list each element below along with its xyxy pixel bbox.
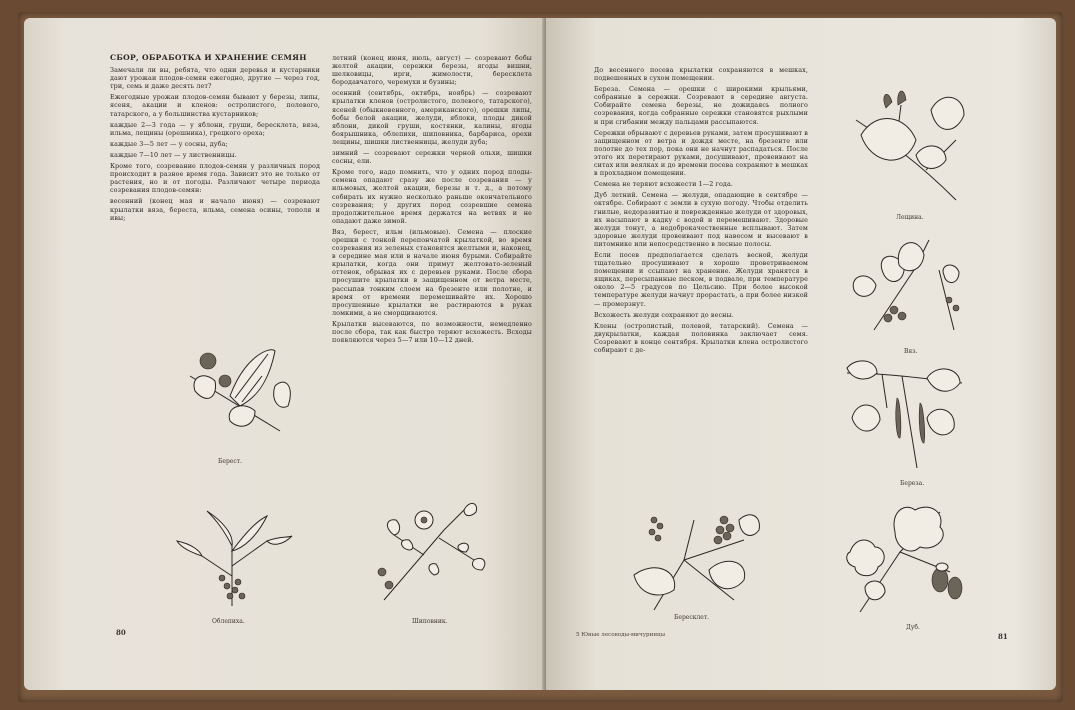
paragraph: Ежегодные урожаи плодов-семян бывают у березы, липы, ясеня, акации и кленов: остролистого, полевого, татарского, а у большинства кустарников;	[110, 93, 320, 118]
paragraph: осенний (сентябрь, октябрь, ноябрь) — созревают крылатки кленов (остролистого, полевого, татарского), ясеней (обыкновенного, американского), орешки липы, бобы белой акации, желуди, яблоки, плоды дикой яблони, дикой груши, костянки, калины, ягоды боярышника, облепихи, шиповника, барбариса, орехи лещины, шишки лиственницы, желуди дуба;	[332, 89, 532, 146]
paragraph: Кроме того, надо помнить, что у одних пород плоды-семена опадают сразу же после созревания — у ильмовых, желтой акации, березы и т. д., а потому собирать их нужно несколько раньше окончательного созревания; у других пород созревшие семена продолжительное время держатся на ветвях и не опадают даже зимой.	[332, 168, 532, 225]
paragraph: Вяз, берест, ильм (ильмовые). Семена — плоские орешки с тонкой перепончатой крылаткой, во время созревания из зеленых становятся желтыми и, наконец, в середине мая или в начале июня бурыми. Собирайте крылатки, когда они примут желтовато-зеленый оттенок, обрывая их с деревьев руками. После сбора просушите крылатки в защищенном от ветра месте, рассыпав тонким слоем на брезенте или полотне, и время от времени перемешивайте их. Хорошо просушенные крылатки не растираются в руках ломкими, а не сморщиваются.	[332, 227, 532, 317]
paragraph: До весеннего посева крылатки сохраняются в мешках, подвешенных в сухом помещении.	[594, 66, 808, 83]
leshchina-illustration	[846, 80, 971, 214]
page-footer: 5 Юные лесоводы-мичуринцы	[576, 632, 666, 638]
bereza-illustration	[842, 358, 967, 477]
paragraph: Если посев предполагается сделать весной, желуди тщательно просушивают в хорошо проветриваемом помещении и ссыпают на хранение. Желуди хранятся в ящиках, пересыпанные песком, в подвале, при температуре около 2—5 градусов по Цельсию. При более высокой температуре желуди начнут прорастать, а при более низкой — промерзнут.	[594, 250, 808, 308]
oblepikha-illustration	[172, 506, 297, 615]
paragraph: каждые 7—10 лет — у лиственницы.	[110, 150, 237, 159]
paragraph: Всхожесть желуди сохраняют до весны.	[594, 310, 734, 319]
caption-leshchina: Лещина.	[896, 214, 924, 221]
open-book	[18, 12, 1063, 702]
paragraph: Дуб летний. Семена — желуди, опадающие в сентябре — октябре. Собирают с земли в сухую погоду. Чтобы отделить гнилые, недоразвитые и поврежденные желуди от здоровых, их насыпают в кадку с водой и перемешивают. Здоровые желуди тонут, а недоброкачественные всплывают. Затем здоровые желуди провеивают под навесом и высевают в питомнике или непосредственно в лесные полосы.	[594, 191, 808, 248]
paragraph: Семена не теряют всхожести 1—2 года.	[594, 180, 733, 189]
caption-vyaz: Вяз.	[904, 348, 918, 355]
shipovnik-illustration	[364, 490, 494, 609]
left-column-1	[110, 54, 320, 225]
paragraph: Клены (остролистый, полевой, татарский). Семена — двукрылатки, каждая половинка заключает семя. Созревают в конце сентября. Крылатки клена остролистого собирают с де-	[594, 321, 808, 354]
caption-shipovnik: Шиповник.	[412, 618, 448, 625]
paragraph: Крылатки высеваются, по возможности, немедленно после сбора, так как быстро теряют всхожесть. Всходы появляются через 5—7 или 10—12 дней.	[332, 319, 532, 345]
bereskleт-illustration	[624, 500, 764, 619]
paragraph: Береза. Семена — орешки с широкими крыльями, собранные в сережки. Созревают в середине августа. Собирайте семена березы, не дожидаясь полного созревания, когда собранные сережки становятся рыхлыми и при сгибании между пальцами рассыпаются.	[594, 85, 808, 126]
left-column-2	[332, 54, 532, 347]
vyaz-illustration	[844, 230, 974, 344]
caption-oblepikha: Облепиха.	[212, 618, 245, 625]
paragraph: каждые 3—5 лет — у сосны, дуба;	[110, 139, 228, 148]
right-column	[594, 66, 808, 357]
paragraph: весенний (конец мая и начало июня) — созревают крылатки вяза, береста, ильма, семена осины, тополя и ивы;	[110, 197, 320, 222]
caption-dub: Дуб.	[906, 624, 920, 631]
paragraph: зимний — созревают сережки черной ольхи, шишки сосны, ели.	[332, 149, 532, 166]
paragraph: летний (конец июня, июль, август) — созревают бобы желтой акации, сережки березы, ягоды вишни, шелковицы, ирги, жимолости, бересклета бородавчатого, черемухи и бузины;	[332, 54, 532, 87]
paragraph: Кроме того, созревание плодов-семян у различных пород происходит в разное время года. Зависит это не только от растения, но и от погоды. Различают четыре периода созревания плодов-семян:	[110, 162, 320, 195]
section-heading: СБОР, ОБРАБОТКА И ХРАНЕНИЕ СЕМЯН	[110, 53, 307, 62]
left-page	[24, 18, 544, 690]
paragraph: Замечали ли вы, ребята, что одни деревья и кустарники дают урожаи плодов-семян ежегодно, другие — через год, три, семь и даже десять лет?	[110, 66, 320, 91]
berest-illustration	[170, 336, 300, 450]
caption-buzina: Бересклет.	[674, 614, 710, 621]
caption-bereza: Береза.	[900, 480, 925, 487]
paragraph: каждые 2—3 года — у яблони, груши, бересклета, вяза, ильма, лещины (орешника), грецкого ореха;	[110, 120, 320, 137]
caption-berest: Берест.	[218, 458, 242, 465]
page-number-right: 81	[998, 632, 1008, 641]
dub-illustration	[840, 492, 970, 621]
page-number-left: 80	[116, 628, 126, 637]
right-page	[546, 18, 1056, 690]
paragraph: Сережки обрывают с деревьев руками, затем просушивают в защищенном от ветра и дождя месте, на брезенте или полотне до тех пор, пока они не начнут распадаться. После этого их перетирают руками, досушивают, провеивают на ситах или веялках и до времени посева сохраняют в мешках в прохладном помещении.	[594, 128, 808, 178]
